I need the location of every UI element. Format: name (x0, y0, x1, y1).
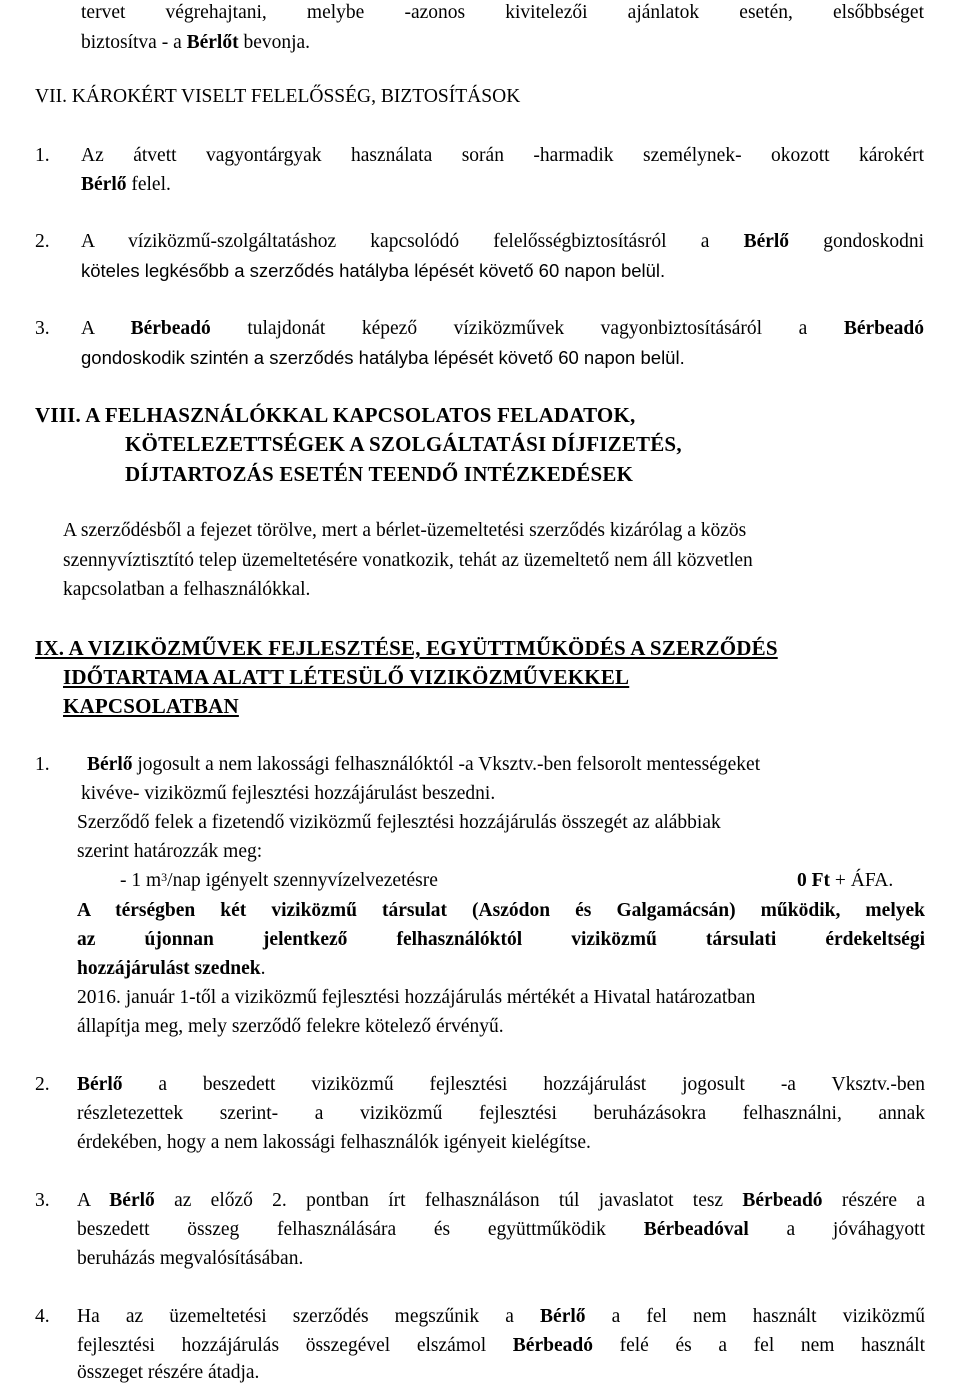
paragraph-line: kivéve- viziközmű fejlesztési hozzájárulást beszedni. (81, 783, 496, 804)
paragraph-line: érdekében, hogy a nem lakossági felhasználók igényeit kielégítse. (77, 1132, 591, 1153)
section-heading: IDŐTARTAMA ALATT LÉTESÜLŐ VIZIKÖZMŰVEKKEL (63, 665, 630, 689)
paragraph-line: Ha az üzemeltetési szerződés megszűnik a Bérlő a fel nem használt viziközmű (77, 1306, 926, 1327)
paragraph-line: biztosítva - a Bérlőt bevonja. (81, 32, 311, 53)
paragraph-line: fejlesztési hozzájárulás összegével elszámol Bérbeadó felé és a fel nem használt (77, 1335, 925, 1356)
list-number: 1. (35, 145, 50, 166)
paragraph-line: állapítja meg, mely szerződő felekre kötelező érvényű. (77, 1016, 504, 1037)
list-number: 3. (35, 1190, 50, 1211)
paragraph-line: hozzájárulást szednek. (77, 958, 266, 979)
paragraph-line: Szerződő felek a fizetendő viziközmű fejlesztési hozzájárulás összegét az alábbiak (77, 812, 721, 833)
list-number: 3. (35, 318, 50, 339)
paragraph-line: kapcsolatban a felhasználókkal. (63, 579, 311, 600)
paragraph-line: A térségben két viziközmű társulat (Aszódon és Galgamácsán) működik, melyek (77, 900, 925, 921)
fee-amount: 0 Ft + ÁFA. (797, 870, 894, 891)
section-heading: VIII. A FELHASZNÁLÓKKAL KAPCSOLATOS FELADATOK, (35, 403, 636, 427)
paragraph-line: összeget részére átadja. (77, 1362, 260, 1383)
section-heading: DÍJTARTOZÁS ESETÉN TEENDŐ INTÉZKEDÉSEK (125, 462, 634, 486)
paragraph-line: beszedett összeg felhasználására és együttműködik Bérbeadóval a jóváhagyott (77, 1219, 925, 1240)
paragraph-line: szennyvíztisztító telep üzemeltetésére vonatkozik, tehát az üzemeltető nem áll közvetlen (63, 550, 753, 571)
section-heading: KAPCSOLATBAN (63, 694, 239, 718)
paragraph-line: szerint határozzák meg: (77, 841, 263, 862)
paragraph-line: Bérlő jogosult a nem lakossági felhasználóktól -a Vksztv.-ben felsorolt mentességeket (87, 754, 761, 775)
paragraph-line: Az átvett vagyontárgyak használata során -harmadik személynek- okozott károkért (81, 145, 924, 166)
paragraph-line: beruházás megvalósításában. (77, 1248, 304, 1269)
paragraph-line: 2016. január 1-től a viziközmű fejlesztési hozzájárulás mértékét a Hivatal határozatban (77, 987, 756, 1008)
paragraph-line: A víziközmű-szolgáltatáshoz kapcsolódó felelősségbiztosításról a Bérlő gondoskodni (81, 231, 924, 252)
paragraph-line: részletezettek szerint- a viziközmű fejlesztési beruházásokra felhasználni, annak (77, 1103, 925, 1124)
list-number: 2. (35, 1074, 50, 1095)
list-number: 4. (35, 1306, 50, 1327)
paragraph-line: A Bérbeadó tulajdonát képező víziközművek vagyonbiztosításáról a Bérbeadó (81, 318, 924, 339)
section-heading: VII. KÁROKÉRT VISELT FELELŐSSÉG, BIZTOSÍTÁSOK (35, 86, 521, 107)
paragraph-line: Bérlő felel. (81, 174, 171, 195)
paragraph-line: Bérlő a beszedett viziközmű fejlesztési hozzájárulást jogosult -a Vksztv.-ben (77, 1074, 925, 1095)
section-heading: IX. A VIZIKÖZMŰVEK FEJLESZTÉSE, EGYÜTTMŰKÖDÉS A SZERZŐDÉS (35, 636, 778, 660)
paragraph-line: A szerződésből a fejezet törölve, mert a bérlet-üzemeltetési szerződés kizárólag a közös (63, 520, 747, 541)
paragraph-line: gondoskodik szintén a szerződés hatályba lépését követő 60 napon belül. (81, 347, 685, 368)
paragraph-line: az újonnan jelentkező felhasználóktól viziközmű társulati érdekeltségi (77, 929, 925, 950)
paragraph-line: tervet végrehajtani, melybe -azonos kivitelezői ajánlatok esetén, elsőbbséget (81, 2, 924, 23)
fee-line: - 1 $m^3$/nap igényelt szennyvízelvezetésre (120, 870, 438, 891)
list-number: 2. (35, 231, 50, 252)
paragraph-line: A Bérlő az előző 2. pontban írt felhasználáson túl javaslatot tesz Bérbeadó részére a (77, 1190, 925, 1211)
paragraph-line: köteles legkésőbb a szerződés hatályba lépését követő 60 napon belül. (81, 260, 666, 281)
list-number: 1. (35, 754, 50, 775)
section-heading: KÖTELEZETTSÉGEK A SZOLGÁLTATÁSI DÍJFIZETÉS, (125, 432, 682, 456)
